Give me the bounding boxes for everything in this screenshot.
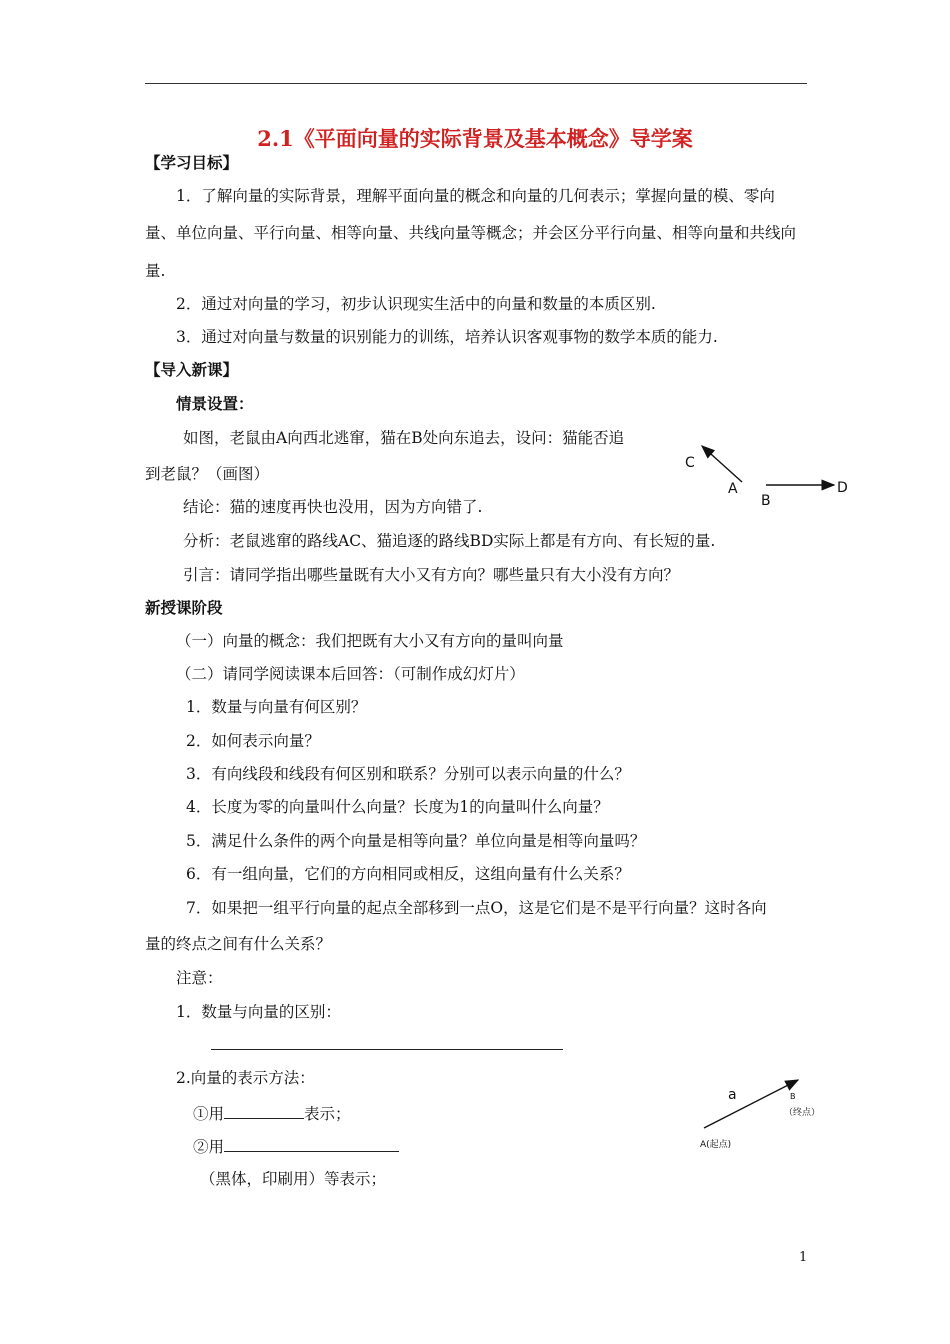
section-heading-intro: 【导入新课】 — [145, 360, 239, 379]
label-d: D — [837, 480, 848, 496]
page-number: 1 — [799, 1250, 808, 1265]
vector-ac-arrow — [702, 446, 742, 482]
objective-1-line-3: 量. — [145, 262, 166, 280]
question-7-line-1: 7．如果把一组平行向量的起点全部移到一点O，这是它们是不是平行向量？这时各向 — [186, 899, 767, 917]
note-1: 1．数量与向量的区别： — [176, 1003, 341, 1021]
note-2: 2.向量的表示方法： — [176, 1069, 315, 1087]
analysis-text: 分析：老鼠逃窜的路线AC、猫追逐的路线BD实际上都是有方向、有长短的量. — [183, 532, 716, 550]
concept-item-1: （一）向量的概念：我们把既有大小又有方向的量叫向量 — [176, 632, 564, 650]
method-1-prefix: ①用 — [193, 1105, 225, 1123]
document-title: 2.1《平面向量的实际背景及基本概念》导学案 — [257, 126, 693, 151]
scene-text-line-1: 如图，老鼠由A向西北逃窜，猫在B处向东追去，设问：猫能否追 — [183, 429, 625, 447]
vector-label-a: a — [728, 1087, 737, 1103]
question-5: 5．满足什么条件的两个向量是相等向量？单位向量是相等向量吗？ — [186, 832, 646, 850]
method-1-blank — [224, 1102, 304, 1119]
section-heading-objectives: 【学习目标】 — [145, 153, 239, 172]
method-1 — [193, 1102, 351, 1124]
question-3: 3．有向线段和线段有何区别和联系？分别可以表示向量的什么？ — [186, 765, 630, 783]
question-7-line-2: 量的终点之间有什么关系？ — [145, 935, 332, 953]
method-2-blank — [224, 1135, 399, 1152]
vector-label-b: B — [790, 1092, 796, 1101]
objective-1-line-2: 量、单位向量、平行向量、相等向量、共线向量等概念；并会区分平行向量、相等向量和共线向 — [145, 224, 797, 242]
answer-blank-line — [211, 1049, 563, 1050]
method-2-prefix: ②用 — [193, 1138, 225, 1156]
objective-2: 2．通过对向量的学习，初步认识现实生活中的向量和数量的本质区别. — [176, 295, 656, 313]
conclusion-text: 结论：猫的速度再快也没用，因为方向错了. — [183, 498, 483, 516]
method-3: （黑体，印刷用）等表示； — [200, 1170, 387, 1188]
note-heading: 注意： — [176, 969, 223, 987]
scene-text-line-2: 到老鼠？（画图） — [145, 465, 270, 483]
vector-label-end: （终点） — [784, 1108, 821, 1118]
question-1: 1．数量与向量有何区别？ — [186, 698, 367, 716]
question-6: 6．有一组向量，它们的方向相同或相反，这组向量有什么关系？ — [186, 865, 630, 883]
question-4: 4．长度为零的向量叫什么向量？长度为1的向量叫什么向量？ — [186, 798, 609, 816]
scene-setting-heading: 情景设置： — [176, 394, 254, 413]
header-rule — [145, 83, 807, 84]
concept-item-2: （二）请同学阅读课本后回答：（可制作成幻灯片） — [176, 665, 525, 683]
label-c: C — [685, 455, 695, 471]
section-heading-new-lesson: 新授课阶段 — [145, 598, 223, 617]
label-b: B — [761, 493, 771, 509]
method-2 — [193, 1135, 399, 1157]
vector-label-start: A(起点) — [700, 1140, 732, 1150]
vector-ab-arrow — [704, 1080, 798, 1128]
label-a: A — [728, 481, 738, 497]
introduction-text: 引言：请同学指出哪些量既有大小又有方向？哪些量只有大小没有方向？ — [183, 566, 680, 584]
question-2: 2．如何表示向量？ — [186, 732, 320, 750]
objective-1-line-1: 1．了解向量的实际背景，理解平面向量的概念和向量的几何表示；掌握向量的模、零向 — [176, 187, 775, 205]
method-1-suffix: 表示； — [304, 1105, 351, 1123]
objective-3: 3．通过对向量与数量的识别能力的训练，培养认识客观事物的数学本质的能力. — [176, 328, 718, 346]
